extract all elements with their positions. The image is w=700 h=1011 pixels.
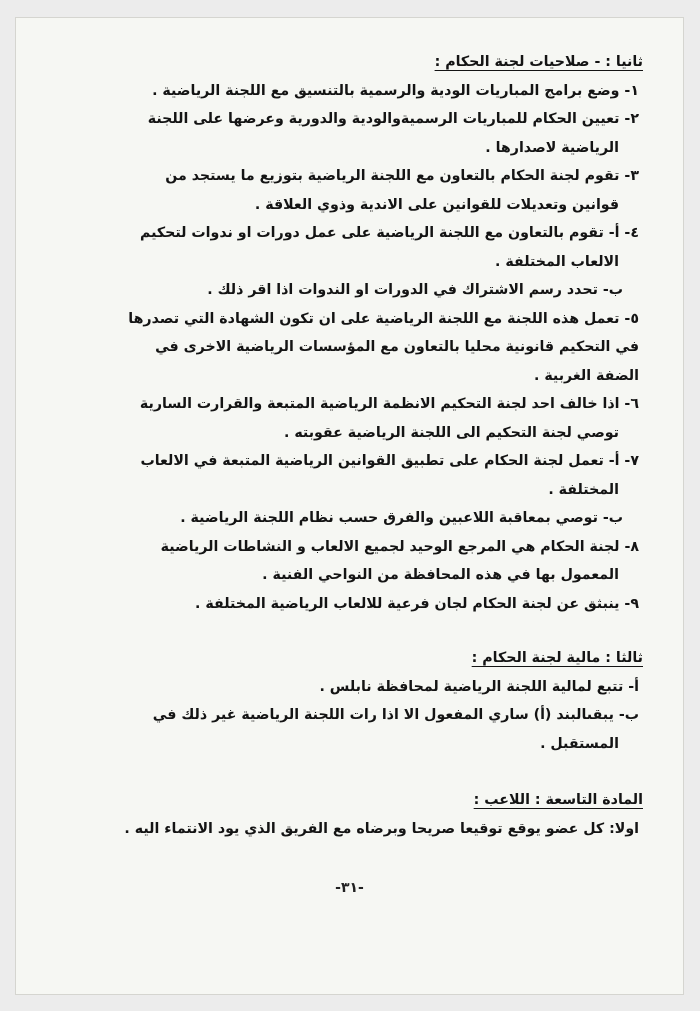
text-line: ٦- اذا خالف احد لجنة التحكيم الانظمة الرياضية المتبعة والقرارت السارية bbox=[139, 396, 639, 412]
text-line: ٩- ينبثق عن لجنة الحكام لجان فرعية للالعاب الرياضية المختلفة . bbox=[195, 595, 639, 612]
text-line: اولا: كل عضو يوقع توقيعا صريحا وبرضاه مع الفريق الذي يود الانتماء اليه . bbox=[124, 820, 639, 837]
text-line: ب- توصي بمعاقبة اللاعبين والفرق حسب نظام اللجنة الرياضية . bbox=[180, 510, 623, 526]
document-body bbox=[56, 48, 643, 843]
text-line: ب- تحدد رسم الاشتراك في الدورات او الندوات اذا اقر ذلك . bbox=[207, 282, 623, 298]
text-line: قوانين وتعديلات للقوانين على الاندية وذوي العلاقة . bbox=[254, 196, 619, 213]
article9-heading: المادة التاسعة : اللاعب : bbox=[473, 792, 643, 808]
text-line: توصي لجنة التحكيم الى اللجنة الرياضية عقوبته . bbox=[283, 424, 619, 441]
text-line: ٧- أ- تعمل لجنة الحكام على تطبيق القوانين الرياضية المتبعة في الالعاب bbox=[140, 453, 639, 469]
text-line: في التحكيم قانونية محليا بالتعاون مع المؤسسات الرياضية الاخرى في bbox=[155, 339, 639, 355]
text-line: ٣- تقوم لجنة الحكام بالتعاون مع اللجنة الرياضية بتوزيع ما يستجد من bbox=[165, 168, 639, 184]
text-line: المعمول بها في هذه المحافظة من النواحي الفنية . bbox=[262, 567, 619, 583]
section3-heading: ثالثا : مالية لجنة الحكام : bbox=[471, 650, 643, 666]
text-line: المستقبل . bbox=[540, 735, 619, 752]
text-line: أ- تتبع لمالية اللجنة الرياضية لمحافظة نابلس . bbox=[319, 678, 639, 695]
text-line: ٨- لجنة الحكام هي المرجع الوحيد لجميع الالعاب و النشاطات الرياضية bbox=[160, 538, 639, 555]
text-line: المختلفة . bbox=[548, 481, 619, 498]
text-line: ٢- تعيين الحكام للمباريات الرسميةوالودية والدورية وعرضها على اللجنة bbox=[147, 111, 639, 127]
text-line: ب- يبقىالبند (أ) ساري المفعول الا اذا رات اللجنة الرياضية غير ذلك في bbox=[152, 707, 639, 723]
text-line: ٤- أ- تقوم بالتعاون مع اللجنة الرياضية على عمل دورات او ندوات لتحكيم bbox=[139, 225, 639, 241]
page-number: -٣١- bbox=[335, 880, 364, 896]
text-line: ٥- تعمل هذه اللجنة مع اللجنة الرياضية على ان تكون الشهادة التي تصدرها bbox=[128, 310, 639, 327]
text-line: الرياضية لاصدارها . bbox=[485, 139, 619, 156]
text-line: الالعاب المختلفة . bbox=[495, 253, 619, 270]
document-page bbox=[16, 18, 683, 994]
section2-heading: ثانيا : - صلاحيات لجنة الحكام : bbox=[434, 54, 643, 70]
text-line: الضفة الغربية . bbox=[534, 367, 639, 384]
text-line: ١- وضع برامج المباريات الودية والرسمية بالتنسيق مع اللجنة الرياضية . bbox=[152, 82, 639, 99]
